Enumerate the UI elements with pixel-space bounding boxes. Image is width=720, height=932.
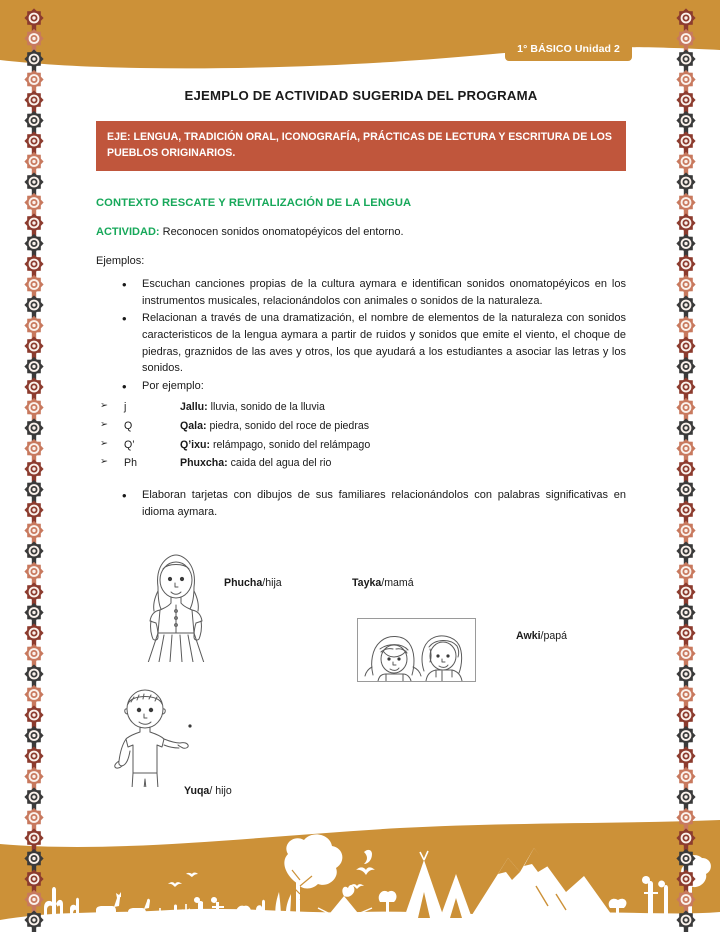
unit-badge: 1° BÁSICO Unidad 2 xyxy=(505,38,632,61)
border-medallion-icon xyxy=(676,90,695,109)
border-medallion-icon xyxy=(24,29,43,48)
figure-translation: /hija xyxy=(262,577,282,589)
border-medallion-icon xyxy=(24,828,43,847)
border-medallion-icon xyxy=(676,49,695,68)
children-drawing xyxy=(357,618,476,682)
border-medallion-icon xyxy=(676,234,695,253)
border-medallion-icon xyxy=(24,398,43,417)
figure-translation: /papá xyxy=(540,630,568,642)
border-medallion-icon xyxy=(24,500,43,519)
list-item xyxy=(96,436,626,455)
figure-word: Awki xyxy=(516,630,541,642)
border-medallion-icon xyxy=(676,418,695,437)
border-medallion-icon xyxy=(676,398,695,417)
figure-label-boy xyxy=(184,785,232,797)
sound-meaning: relámpago, sonido del relámpago xyxy=(210,438,371,451)
border-medallion-icon xyxy=(24,234,43,253)
border-medallion-icon xyxy=(24,336,43,355)
border-medallion-icon xyxy=(676,521,695,540)
sound-meaning: piedra, sonido del roce de piedras xyxy=(206,419,370,432)
list-item: • Elaboran tarjetas con dibujos de sus familiares relacionándolos con palabras significativas en idioma aymara. xyxy=(96,487,626,520)
border-medallion-icon xyxy=(676,316,695,335)
border-medallion-icon xyxy=(24,623,43,642)
border-medallion-icon xyxy=(676,746,695,765)
border-medallion-icon xyxy=(676,705,695,724)
sound-symbol: j xyxy=(124,400,127,413)
border-medallion-icon xyxy=(676,254,695,273)
border-medallion-icon xyxy=(24,808,43,827)
border-medallion-icon xyxy=(24,275,43,294)
border-medallion-icon xyxy=(676,582,695,601)
border-medallion-icon xyxy=(676,562,695,581)
border-medallion-icon xyxy=(676,70,695,89)
sound-meaning: lluvia, sonido de la lluvia xyxy=(207,400,325,413)
border-medallion-icon xyxy=(24,787,43,806)
border-medallion-icon xyxy=(24,8,43,27)
contexto-heading: CONTEXTO RESCATE Y REVITALIZACIÓN DE LA LENGUA xyxy=(96,196,412,209)
eje-banner: EJE: LENGUA, TRADICIÓN ORAL, ICONOGRAFÍA, PRÁCTICAS DE LECTURA Y ESCRITURA DE LOS PUEBLOS ORIGINARIOS. xyxy=(96,121,626,171)
figure-label-mother xyxy=(352,577,414,589)
actividad-line xyxy=(96,226,626,238)
border-medallion-icon xyxy=(676,357,695,376)
border-medallion-icon xyxy=(676,295,695,314)
sound-word: Qala: xyxy=(180,419,207,432)
border-medallion-icon xyxy=(24,767,43,786)
border-medallion-icon xyxy=(24,172,43,191)
main-content xyxy=(96,0,626,522)
figure-label-girl xyxy=(224,577,282,589)
border-medallion-icon xyxy=(676,541,695,560)
border-medallion-icon xyxy=(676,910,695,929)
sounds-list xyxy=(96,398,626,473)
figure-translation: /mamá xyxy=(381,577,414,589)
border-medallion-icon xyxy=(676,275,695,294)
page-title: EJEMPLO DE ACTIVIDAD SUGERIDA DEL PROGRAMA xyxy=(184,88,538,103)
border-medallion-icon xyxy=(676,8,695,27)
border-medallion-icon xyxy=(24,746,43,765)
left-decorative-border xyxy=(12,0,56,932)
sound-word: Phuxcha: xyxy=(180,457,228,470)
border-medallion-icon xyxy=(24,644,43,663)
border-medallion-icon xyxy=(24,418,43,437)
ejemplos-label: Ejemplos: xyxy=(96,254,145,267)
border-medallion-icon xyxy=(24,111,43,130)
border-medallion-icon xyxy=(676,213,695,232)
border-medallion-icon xyxy=(24,705,43,724)
border-medallion-icon xyxy=(676,439,695,458)
border-medallion-icon xyxy=(24,869,43,888)
border-medallion-icon xyxy=(676,644,695,663)
border-medallion-icon xyxy=(24,480,43,499)
figure-translation: / hijo xyxy=(209,785,232,797)
border-medallion-icon xyxy=(676,849,695,868)
border-medallion-icon xyxy=(24,254,43,273)
sound-symbol: Q xyxy=(124,419,133,432)
sound-symbol: Q’ xyxy=(124,438,135,451)
figure-word: Tayka xyxy=(352,577,382,589)
footer-landscape-band xyxy=(0,814,720,932)
border-medallion-icon xyxy=(24,316,43,335)
border-medallion-icon xyxy=(676,890,695,909)
border-medallion-icon xyxy=(676,111,695,130)
border-medallion-icon xyxy=(676,29,695,48)
figure-word: Yuqa xyxy=(184,785,210,797)
actividad-label: ACTIVIDAD: xyxy=(96,225,160,238)
border-medallion-icon xyxy=(676,193,695,212)
border-medallion-icon xyxy=(676,828,695,847)
border-medallion-icon xyxy=(24,521,43,540)
border-medallion-icon xyxy=(24,439,43,458)
border-medallion-icon xyxy=(676,767,695,786)
border-medallion-icon xyxy=(24,910,43,929)
border-medallion-icon xyxy=(24,193,43,212)
list-item: • Por ejemplo: xyxy=(96,378,626,395)
figure-word: Phucha xyxy=(224,577,263,589)
examples-list xyxy=(96,276,626,395)
border-medallion-icon xyxy=(24,890,43,909)
border-medallion-icon xyxy=(676,685,695,704)
border-medallion-icon xyxy=(676,808,695,827)
border-medallion-icon xyxy=(676,500,695,519)
border-medallion-icon xyxy=(24,90,43,109)
border-medallion-icon xyxy=(24,726,43,745)
border-medallion-icon xyxy=(676,377,695,396)
sound-word: Q’ixu: xyxy=(180,438,211,451)
list-item xyxy=(96,417,626,436)
sound-meaning: caida del agua del rio xyxy=(227,457,332,470)
sound-word: Jallu: xyxy=(180,400,208,413)
figure-label-father xyxy=(516,630,567,642)
border-medallion-icon xyxy=(676,131,695,150)
border-medallion-icon xyxy=(676,459,695,478)
examples-list-continued xyxy=(96,487,626,520)
sound-symbol: Ph xyxy=(124,457,137,470)
border-medallion-icon xyxy=(676,787,695,806)
border-medallion-icon xyxy=(24,541,43,560)
border-medallion-icon xyxy=(676,336,695,355)
border-medallion-icon xyxy=(676,172,695,191)
border-medallion-icon xyxy=(676,623,695,642)
actividad-text: Reconocen sonidos onomatopéyicos del entorno. xyxy=(159,225,404,238)
border-medallion-icon xyxy=(676,664,695,683)
border-medallion-icon xyxy=(24,562,43,581)
border-medallion-icon xyxy=(24,152,43,171)
border-medallion-icon xyxy=(24,131,43,150)
border-medallion-icon xyxy=(24,685,43,704)
border-medallion-icon xyxy=(24,664,43,683)
border-medallion-icon xyxy=(676,152,695,171)
list-item: • Relacionan a través de una dramatización, el nombre de elementos de la naturaleza con sonidos caracteristicos de la lengua aymara a partir de ruidos y sonidos que emite el viento, el choque de piedras, graznidos de las aves y otros, los que ayudará a los estudiantes a asociar las letras y los sonidos. xyxy=(96,310,626,377)
list-item xyxy=(96,454,626,473)
border-medallion-icon xyxy=(24,582,43,601)
border-medallion-icon xyxy=(676,603,695,622)
border-medallion-icon xyxy=(24,377,43,396)
border-medallion-icon xyxy=(24,849,43,868)
border-medallion-icon xyxy=(24,603,43,622)
list-item xyxy=(96,398,626,417)
list-item: • Escuchan canciones propias de la cultura aymara e identifican sonidos onomatopéyicos en los instrumentos musicales, relacionándolos con animales o sonidos de la naturaleza. xyxy=(96,276,626,309)
boy-drawing xyxy=(101,685,201,787)
border-medallion-icon xyxy=(676,480,695,499)
girl-drawing xyxy=(128,547,224,662)
border-medallion-icon xyxy=(24,295,43,314)
figures-area xyxy=(96,545,636,815)
border-medallion-icon xyxy=(676,869,695,888)
border-medallion-icon xyxy=(24,357,43,376)
border-medallion-icon xyxy=(24,49,43,68)
right-decorative-border xyxy=(664,0,708,932)
border-medallion-icon xyxy=(676,726,695,745)
border-medallion-icon xyxy=(24,70,43,89)
border-medallion-icon xyxy=(24,459,43,478)
border-medallion-icon xyxy=(24,213,43,232)
